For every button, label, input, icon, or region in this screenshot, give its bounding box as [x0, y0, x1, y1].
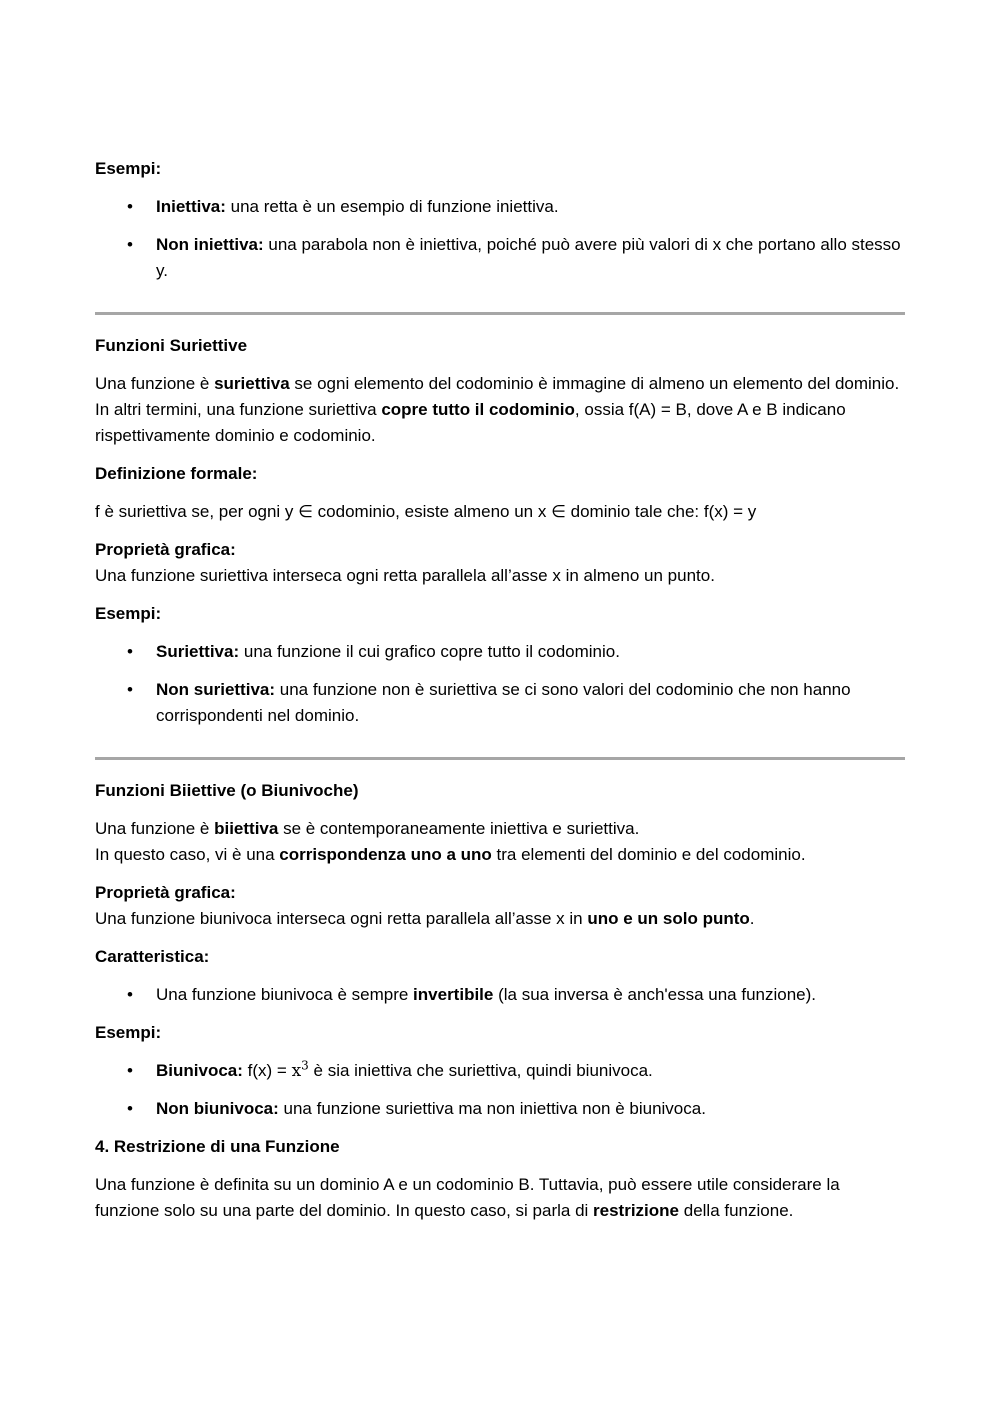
bold-term: invertibile: [413, 985, 494, 1004]
item-term: Non suriettiva:: [156, 680, 276, 699]
text-run: è sia iniettiva che suriettiva, quindi biunivoca.: [308, 1061, 653, 1080]
text-run: Una funzione è: [95, 819, 215, 838]
item-text: una funzione il cui grafico copre tutto il codominio.: [239, 642, 620, 661]
list-item: [95, 677, 905, 729]
bold-term: copre tutto il codominio: [381, 400, 575, 419]
math-expression: [291, 1058, 309, 1081]
injective-examples-list: [95, 194, 905, 284]
text-run: se è contemporaneamente iniettiva e suriettiva.: [278, 819, 640, 838]
text-run: Una funzione è definita su un dominio A e un codominio B. Tuttavia, può essere utile considerare la funzione solo su una parte del dominio. In questo caso, si parla di: [95, 1175, 840, 1220]
examples-label: Esempi:: [95, 159, 162, 178]
item-term: Iniettiva:: [156, 197, 226, 216]
restriction-paragraph: [95, 1172, 905, 1224]
formal-definition-text: f è suriettiva se, per ogni y ∈ codominio, esiste almeno un x ∈ dominio tale che: f(x) = y: [95, 502, 757, 521]
list-item: [95, 639, 905, 665]
text-run: .: [749, 909, 755, 928]
text-run: , ossia f(A) = B, dove A e B indicano rispettivamente dominio e codominio.: [95, 400, 846, 445]
list-item: [95, 1096, 905, 1122]
graphic-property-text: Una funzione suriettiva interseca ogni retta parallela all’asse x in almeno un punto.: [95, 566, 715, 585]
text-run: In altri termini, una funzione suriettiva: [95, 400, 382, 419]
text-run: Una funzione biunivoca è sempre: [156, 985, 414, 1004]
horizontal-divider: [95, 757, 905, 760]
graphic-property-label: Proprietà grafica:: [95, 540, 236, 559]
bijective-definition-paragraph: [95, 816, 905, 868]
text-run: In questo caso, vi è una: [95, 845, 280, 864]
text-run: Una funzione è: [95, 374, 215, 393]
item-term: Suriettiva:: [156, 642, 240, 661]
characteristic-list: [95, 982, 905, 1008]
text-run: f(x) =: [242, 1061, 292, 1080]
section-title-surjective: Funzioni Suriettive: [95, 336, 248, 355]
bold-term: restrizione: [593, 1201, 680, 1220]
text-run: se ogni elemento del codominio è immagine di almeno un elemento del dominio.: [289, 374, 900, 393]
item-text: una parabola non è iniettiva, poiché può avere più valori di x che portano allo stesso y.: [156, 235, 901, 280]
bold-term: corrispondenza uno a uno: [279, 845, 492, 864]
text-run: (la sua inversa è anch'essa una funzione).: [493, 985, 817, 1004]
page-content: [95, 156, 905, 1236]
section-title-restriction: 4. Restrizione di una Funzione: [95, 1137, 340, 1156]
list-item: [95, 232, 905, 284]
examples-label: Esempi:: [95, 1023, 162, 1042]
bold-term: uno e un solo punto: [587, 909, 750, 928]
horizontal-divider: [95, 312, 905, 315]
graphic-property-text: [95, 906, 905, 932]
bold-term: biiettiva: [214, 819, 279, 838]
surjective-examples-list: [95, 639, 905, 729]
section-title-bijective: Funzioni Biiettive (o Biunivoche): [95, 781, 359, 800]
item-term: Biunivoca:: [156, 1061, 243, 1080]
graphic-property-label: Proprietà grafica:: [95, 883, 236, 902]
list-item: [95, 982, 905, 1008]
surjective-definition-paragraph: [95, 371, 905, 449]
item-term: Non biunivoca:: [156, 1099, 279, 1118]
text-run: Una funzione biunivoca interseca ogni retta parallela all’asse x in: [95, 909, 588, 928]
math-exponent: 3: [301, 1058, 309, 1073]
item-text: una retta è un esempio di funzione iniettiva.: [225, 197, 559, 216]
text-run: della funzione.: [679, 1201, 794, 1220]
list-item: [95, 1058, 905, 1084]
list-item: [95, 194, 905, 220]
math-variable: x: [291, 1061, 302, 1081]
text-run: tra elementi del dominio e del codominio.: [491, 845, 806, 864]
bijective-examples-list: [95, 1058, 905, 1122]
item-term: Non iniettiva:: [156, 235, 264, 254]
formal-definition-label: Definizione formale:: [95, 464, 258, 483]
bold-term: suriettiva: [214, 374, 290, 393]
examples-label: Esempi:: [95, 604, 162, 623]
item-text: una funzione non è suriettiva se ci sono valori del codominio che non hanno corrispondenti nel dominio.: [156, 680, 851, 725]
item-text: una funzione suriettiva ma non iniettiva non è biunivoca.: [278, 1099, 706, 1118]
characteristic-label: Caratteristica:: [95, 947, 210, 966]
